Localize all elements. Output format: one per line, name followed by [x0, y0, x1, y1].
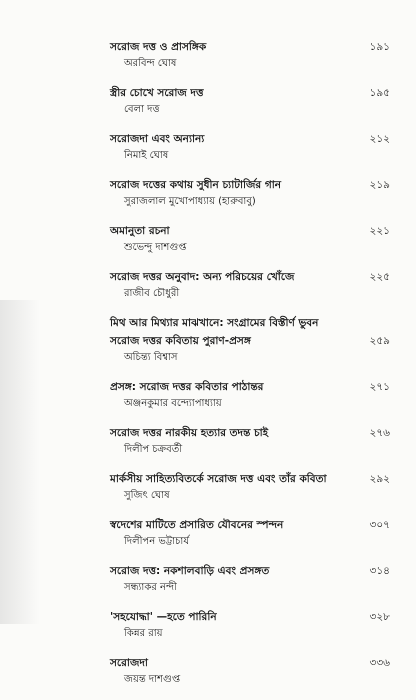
entry-title: সরোজ দত্তর কবিতায় পুরাণ-প্রসঙ্গ [110, 335, 251, 347]
toc-entry [110, 222, 390, 256]
toc-entry [110, 314, 390, 366]
entry-author: অচিন্ত্য বিশ্বাস [124, 352, 178, 363]
entry-title: প্রসঙ্গ: সরোজ দত্তর কবিতার পাঠান্তর [110, 381, 264, 393]
entry-page-number: ২১২ [369, 133, 390, 145]
entry-author: সুজিৎ ঘোষ [124, 490, 170, 501]
table-of-contents [110, 38, 390, 700]
entry-title: মার্কসীয় সাহিত্যবিতর্কে সরোজ দত্ত এবং তাঁর কবিতা [110, 473, 327, 485]
entry-title: সরোজদা [110, 657, 148, 669]
entry-title: সরোজ দত্ত ও প্রাসঙ্গিক [110, 41, 207, 53]
entry-author: সন্ধ্যাকর নন্দী [124, 582, 177, 593]
entry-page-number: ১৯৫ [369, 87, 390, 99]
entry-page-number: ২২৫ [369, 271, 390, 283]
entry-author: জয়ন্ত দাশগুপ্ত [124, 674, 181, 685]
toc-entry [110, 84, 390, 118]
entry-page-number: ২৭৬ [369, 427, 390, 439]
entry-title: স্ত্রীর চোখে সরোজ দত্ত [110, 87, 204, 99]
toc-entry [110, 130, 390, 164]
entry-author: অঞ্জনকুমার বন্দ্যোপাধ্যায় [124, 398, 222, 409]
entry-title: সরোজদা এবং অন্যান্য [110, 133, 205, 145]
entry-page-number: ১৯১ [369, 41, 390, 53]
entry-title: সরোজ দত্তের কথায় সুধীন চ্যাটার্জির গান [110, 179, 282, 191]
toc-entry [110, 38, 390, 72]
entry-title: অমানুতা রচনা [110, 225, 170, 237]
entry-author: সুরাজলাল মুখোপাধ্যায় (হারুবাবু) [124, 196, 256, 207]
toc-entry [110, 268, 390, 302]
entry-author: অরবিন্দ ঘোষ [124, 58, 177, 69]
toc-entry [110, 176, 390, 210]
entry-author: দিলীপন ভট্টাচার্য [124, 536, 190, 547]
entry-page-number: ২৫৯ [369, 335, 390, 347]
entry-title: সরোজ দত্তর নারকীয় হত্যার তদন্ত চাই [110, 427, 269, 439]
entry-title: স্বদেশের মাটিতে প্রসারিত যৌবনের স্পন্দন [110, 519, 284, 531]
entry-title-line: মিথ আর মিথ্যার মাঝখানে: সংগ্রামের বিস্তীর্ণ ভুবন [110, 317, 319, 329]
entry-page-number: ২১৯ [369, 179, 390, 191]
entry-page-number: ৩২৮ [369, 611, 390, 623]
entry-page-number: ২৭১ [369, 381, 390, 393]
toc-entry [110, 516, 390, 550]
entry-title: 'সহযোদ্ধা' —হতে পারিনি [110, 611, 217, 623]
entry-page-number: ৩৩৬ [369, 657, 390, 669]
entry-page-number: ২২১ [369, 225, 390, 237]
page-shadow [0, 300, 40, 624]
entry-author: কিন্নর রায় [124, 628, 163, 639]
entry-page-number: ৩০৭ [369, 519, 390, 531]
entry-author: দিলীপ চক্রবর্তী [124, 444, 183, 455]
toc-entry [110, 608, 390, 642]
toc-entry [110, 470, 390, 504]
toc-entry [110, 654, 390, 688]
entry-page-number: ৩১৪ [369, 565, 390, 577]
entry-title: সরোজ দত্ত: নকশালবাড়ি এবং প্রসঙ্গত [110, 565, 270, 577]
entry-author: বেলা দত্ত [124, 104, 160, 115]
entry-author: শুভেন্দু দাশগুপ্ত [124, 242, 187, 253]
entry-page-number: ২৯২ [369, 473, 390, 485]
entry-author: নিমাই ঘোষ [124, 150, 169, 161]
toc-entry [110, 378, 390, 412]
toc-entry [110, 562, 390, 596]
entry-author: রাজীব চৌধুরী [124, 288, 180, 299]
entry-title: সরোজ দত্তর অনুবাদ: অন্য পরিচয়ের খোঁজে [110, 271, 295, 283]
toc-entry [110, 424, 390, 458]
